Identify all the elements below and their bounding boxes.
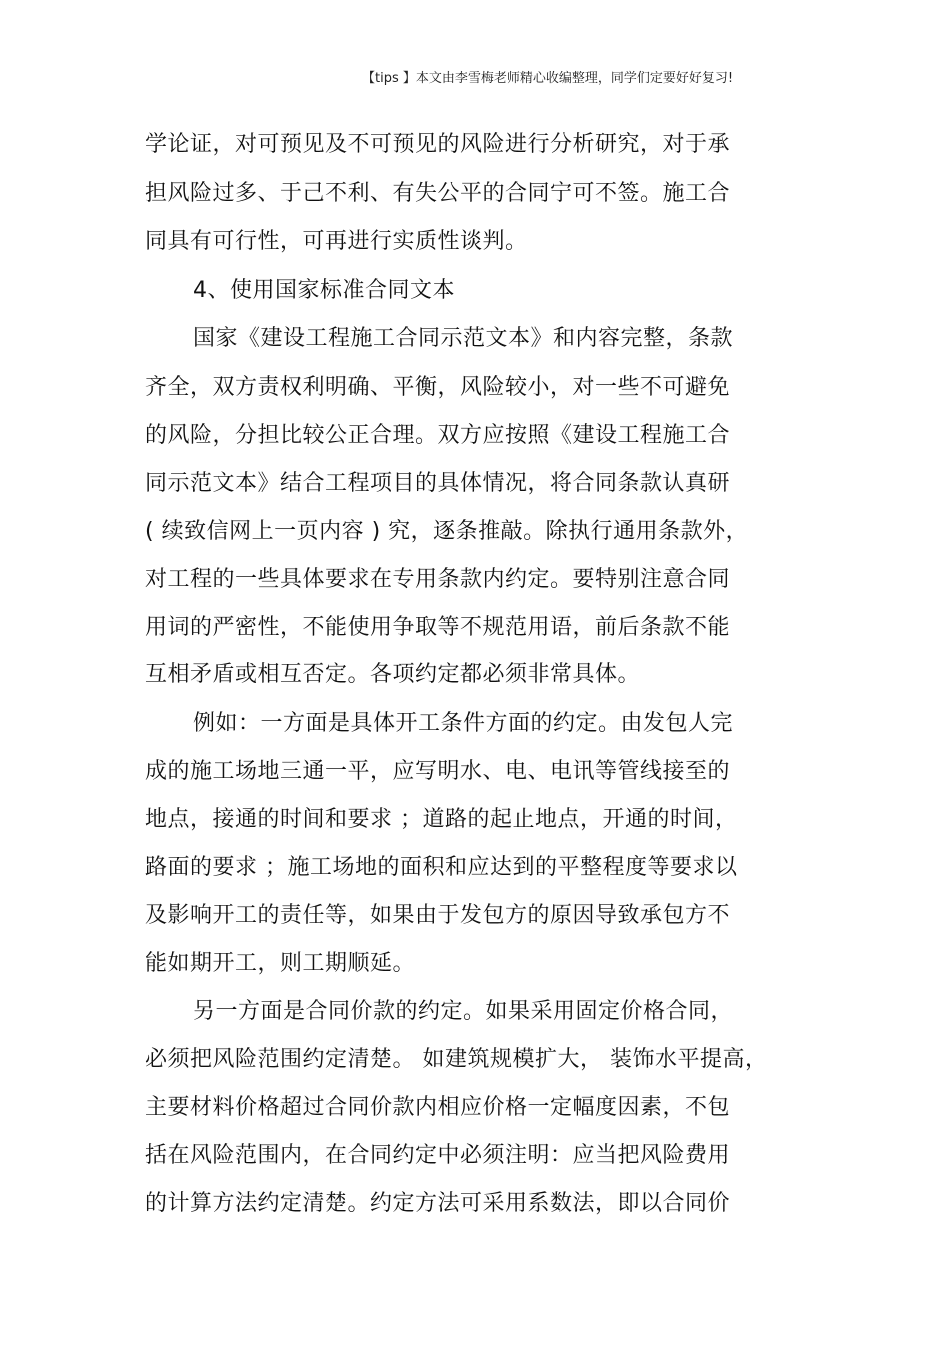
- body-text-line: 路面的要求 ；施工场地的面积和应达到的平整程度等要求以: [145, 855, 738, 880]
- body-text-line: 主要材料价格超过合同价款内相应价格一定幅度因素，不包: [145, 1095, 731, 1120]
- body-text-line: 地点，接通的时间和要求 ；道路的起止地点，开通的时间，: [145, 807, 738, 832]
- body-text-line: 必须把风险范围约定清楚。 如建筑规模扩大， 装饰水平提高，: [145, 1047, 768, 1072]
- body-text-line: 及影响开工的责任等，如果由于发包方的原因导致承包方不: [145, 903, 731, 928]
- section-heading: 4、使用国家标准合同文本: [193, 278, 455, 303]
- body-text-line: 担风险过多、于己不利、有失公平的合同宁可不签。施工合: [145, 181, 731, 206]
- body-text-line: 互相矛盾或相互否定。各项约定都必须非常具体。: [145, 662, 641, 687]
- body-text-line: 的风险，分担比较公正合理。双方应按照《建设工程施工合: [145, 423, 731, 448]
- body-text-line: 齐全，双方责权利明确、平衡，风险较小，对一些不可避免: [145, 375, 731, 400]
- body-text-line: 用词的严密性，不能使用争取等不规范用语，前后条款不能: [145, 615, 731, 640]
- body-text-line: 对工程的一些具体要求在专用条款内约定。要特别注意合同: [145, 567, 731, 592]
- body-text-line: 括在风险范围内，在合同约定中必须注明：应当把风险费用: [145, 1143, 731, 1168]
- body-text-line: 另一方面是合同价款的约定。如果采用固定价格合同，: [193, 999, 734, 1024]
- body-text-line: 例如：一方面是具体开工条件方面的约定。由发包人完: [193, 711, 734, 736]
- body-text-line: 的计算方法约定清楚。约定方法可采用系数法，即以合同价: [145, 1191, 731, 1216]
- body-text-line: ( 续致信网上一页内容 ) 究，逐条推敲。除执行通用条款外，: [145, 519, 749, 544]
- body-text-line: 能如期开工，则工期顺延。: [145, 951, 416, 976]
- body-text-line: 成的施工场地三通一平，应写明水、电、电讯等管线接至的: [145, 759, 731, 784]
- tips-header: 【tips 】本文由李雪梅老师精心收编整理，同学们定要好好复习!: [362, 71, 734, 86]
- body-text-line: 国家《建设工程施工合同示范文本》和内容完整，条款: [193, 326, 734, 351]
- body-text-line: 学论证，对可预见及不可预见的风险进行分析研究，对于承: [145, 132, 731, 157]
- body-text-line: 同示范文本》结合工程项目的具体情况，将合同条款认真研: [145, 471, 731, 496]
- body-text-line: 同具有可行性，可再进行实质性谈判。: [145, 229, 528, 254]
